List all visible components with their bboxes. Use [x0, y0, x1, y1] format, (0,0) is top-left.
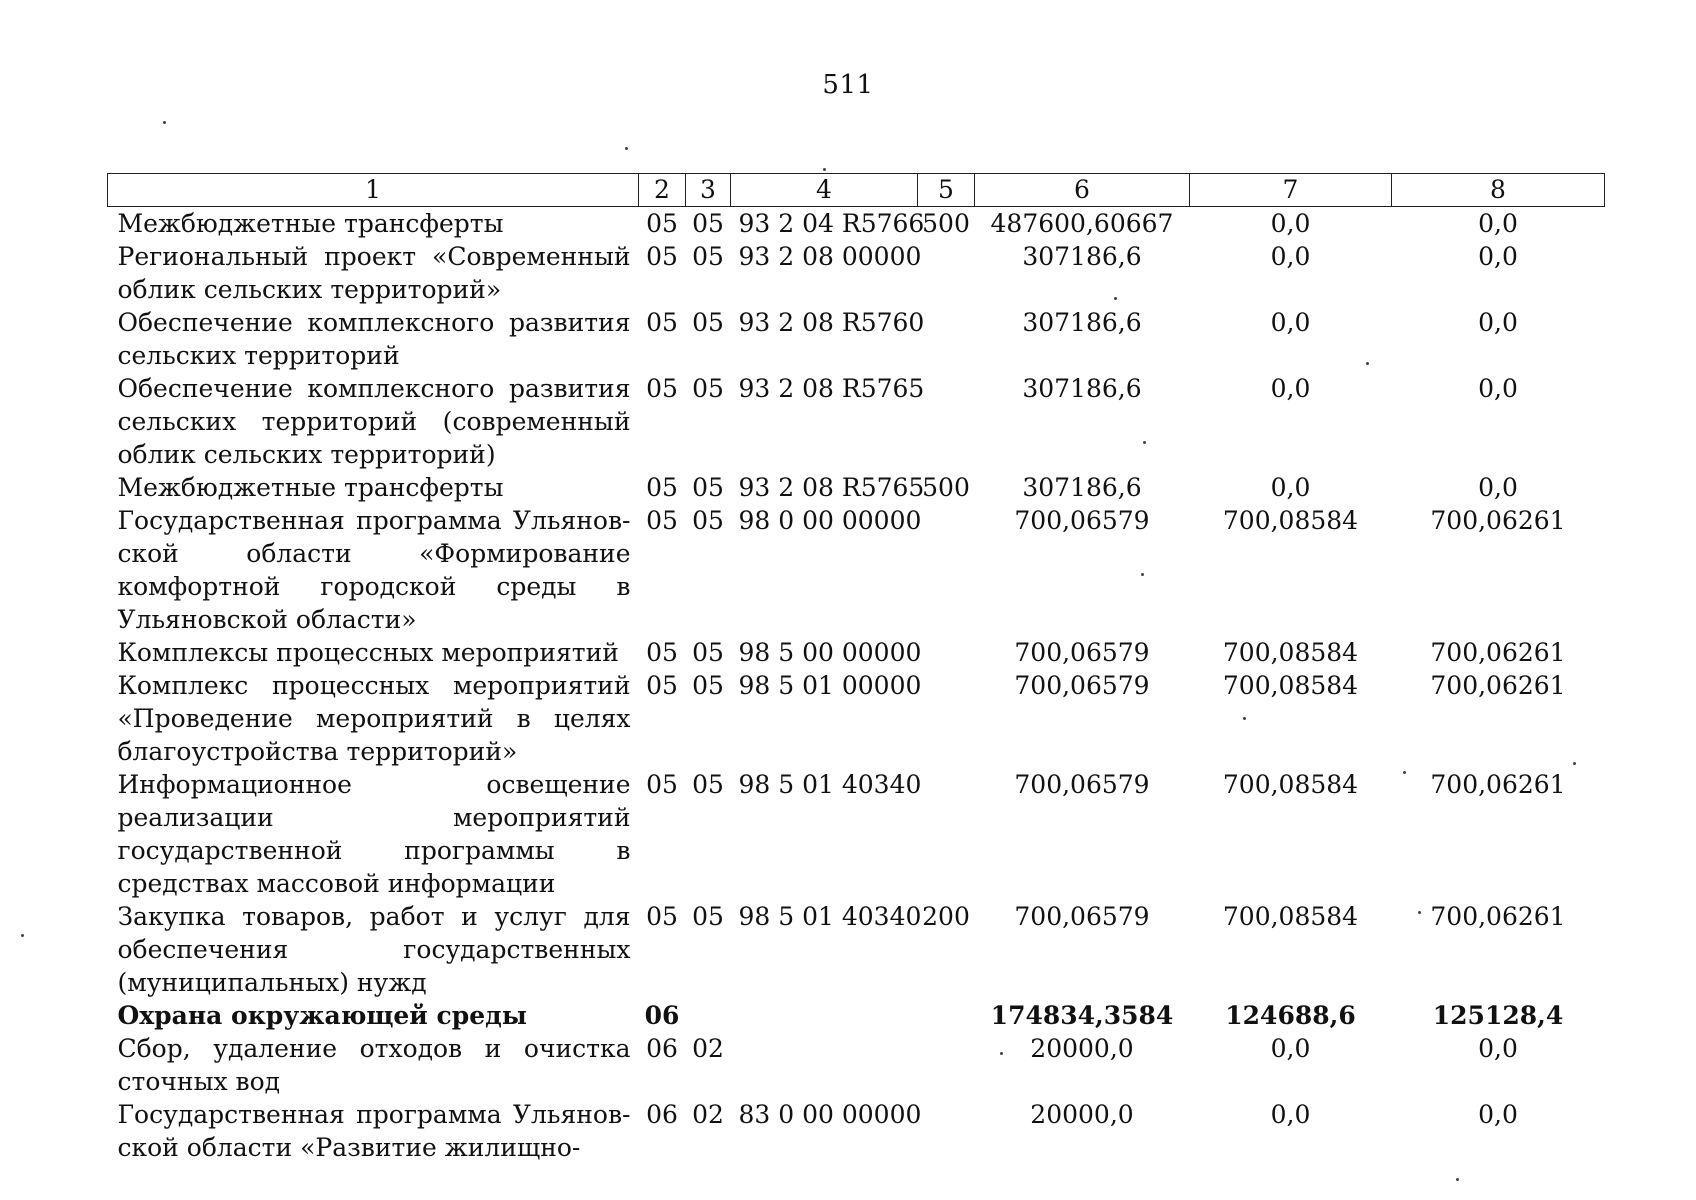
table-row	[108, 504, 1605, 636]
row-subsection: 02	[692, 1034, 724, 1063]
row-target-article: 93 2 08 00000	[738, 242, 922, 271]
row-value-col8: 0,0	[1478, 473, 1518, 502]
row-expense-type	[918, 636, 975, 669]
row-subsection: 05	[692, 209, 724, 238]
row-value-col6: 307186,6	[1022, 308, 1142, 337]
row-section: 06	[646, 1034, 678, 1063]
row-section: 05	[646, 473, 678, 502]
row-value-col8: 0,0	[1478, 242, 1518, 271]
budget-table	[107, 173, 1605, 1164]
column-header-4: 4	[731, 174, 918, 207]
row-value-col8: 700,06261	[1430, 770, 1566, 799]
row-value-col7: 0,0	[1270, 1100, 1311, 1129]
scan-speck	[1403, 771, 1406, 774]
table-row	[108, 471, 1605, 504]
row-section: 06	[644, 1001, 680, 1030]
row-value-col7: 0,0	[1270, 1034, 1311, 1063]
row-value-col8: 0,0	[1478, 209, 1518, 238]
row-value-col7: 700,08584	[1222, 638, 1359, 667]
row-section: 05	[646, 242, 678, 271]
row-value-col6: 307186,6	[1022, 242, 1142, 271]
row-target-article: 93 2 08 R5765	[738, 473, 925, 502]
row-name: Обеспечение комплексного развития сельских территорий (современный облик сельских территорий)	[117, 374, 631, 469]
row-target-article: 98 5 01 40340	[738, 770, 922, 799]
scan-speck	[1114, 297, 1117, 300]
row-value-col6: 20000,0	[1030, 1034, 1134, 1063]
scan-speck	[1000, 1052, 1003, 1055]
row-value-col6: 487600,60667	[990, 209, 1174, 238]
row-value-col8: 0,0	[1478, 374, 1518, 403]
scan-speck	[823, 168, 826, 171]
row-section: 05	[646, 770, 678, 799]
row-target-article: 98 5 00 00000	[738, 638, 922, 667]
row-target-article	[731, 1032, 918, 1098]
row-subsection: 05	[692, 902, 724, 931]
row-expense-type	[918, 306, 975, 372]
column-header-8: 8	[1392, 174, 1605, 207]
table-row-section-total	[108, 999, 1605, 1032]
row-subsection: 05	[692, 671, 724, 700]
row-value-col6: 20000,0	[1030, 1100, 1134, 1129]
scan-speck	[1143, 441, 1146, 444]
table-header-row	[108, 174, 1605, 207]
scan-speck	[21, 934, 24, 937]
table-row	[108, 1098, 1605, 1164]
row-target-article: 93 2 04 R5766	[738, 209, 925, 238]
row-name: Государственная программа Ульяновской области «Формирование комфортной городской среды в Ульяновской области»	[117, 506, 631, 634]
scan-speck	[1141, 573, 1144, 576]
row-value-col7: 124688,6	[1225, 1001, 1356, 1030]
row-name: Межбюджетные трансферты	[117, 209, 504, 238]
row-value-col8: 125128,4	[1432, 1001, 1564, 1030]
row-value-col6: 700,06579	[1014, 638, 1150, 667]
row-value-col6: 174834,3584	[990, 1001, 1174, 1030]
row-value-col8: 700,06261	[1430, 902, 1566, 931]
row-target-article: 83 0 00 00000	[738, 1100, 922, 1129]
row-name: Комплексы процессных мероприятий	[117, 638, 619, 667]
row-value-col8: 700,06261	[1430, 671, 1566, 700]
table-row	[108, 900, 1605, 999]
row-section: 05	[646, 308, 678, 337]
row-subsection: 02	[692, 1100, 724, 1129]
row-value-col7: 700,08584	[1222, 770, 1359, 799]
row-target-article: 98 5 01 40340	[738, 902, 922, 931]
row-value-col8: 700,06261	[1430, 638, 1566, 667]
row-section: 05	[646, 638, 678, 667]
row-value-col8: 700,06261	[1430, 506, 1566, 535]
row-name: Охрана окружающей среды	[117, 1001, 527, 1030]
column-header-2: 2	[639, 174, 686, 207]
row-value-col7: 0,0	[1270, 473, 1311, 502]
row-name: Государственная программа Ульяновской области «Развитие жилищно-	[117, 1100, 631, 1162]
row-section: 06	[646, 1100, 678, 1129]
row-section: 05	[646, 506, 678, 535]
row-subsection: 05	[692, 506, 724, 535]
row-expense-type: 500	[922, 473, 970, 502]
table-row	[108, 240, 1605, 306]
column-header-3: 3	[686, 174, 731, 207]
row-target-article	[731, 999, 918, 1032]
scan-speck	[163, 121, 166, 124]
row-expense-type	[918, 1032, 975, 1098]
row-expense-type	[918, 1098, 975, 1164]
row-value-col7: 0,0	[1270, 308, 1311, 337]
row-expense-type	[918, 504, 975, 636]
page-number: 511	[822, 70, 874, 100]
row-section: 05	[646, 902, 678, 931]
row-subsection: 05	[692, 308, 724, 337]
row-value-col7: 700,08584	[1222, 506, 1359, 535]
row-expense-type	[918, 999, 975, 1032]
row-value-col8: 0,0	[1478, 308, 1518, 337]
row-section: 05	[646, 374, 678, 403]
row-expense-type: 200	[922, 902, 970, 931]
row-name: Информационное освещение реализации мероприятий государственной программы в средствах массовой информации	[117, 770, 631, 898]
row-expense-type: 500	[922, 209, 970, 238]
row-name: Обеспечение комплексного развития сельских территорий	[117, 308, 631, 370]
row-name: Закупка товаров, работ и услуг для обеспечения государственных (муниципальных) нужд	[117, 902, 631, 997]
column-header-5: 5	[918, 174, 975, 207]
row-value-col7: 0,0	[1270, 242, 1311, 271]
row-value-col7: 700,08584	[1222, 902, 1359, 931]
column-header-1: 1	[108, 174, 639, 207]
row-value-col7: 0,0	[1270, 374, 1311, 403]
row-subsection: 05	[692, 770, 724, 799]
scan-speck	[625, 147, 628, 150]
row-expense-type	[918, 372, 975, 471]
row-expense-type	[918, 768, 975, 900]
row-value-col6: 700,06579	[1014, 902, 1150, 931]
row-target-article: 98 0 00 00000	[738, 506, 922, 535]
row-target-article: 93 2 08 R5760	[738, 308, 925, 337]
row-value-col8: 0,0	[1478, 1100, 1518, 1129]
row-value-col8: 0,0	[1478, 1034, 1518, 1063]
row-name: Сбор, удаление отходов и очистка сточных вод	[117, 1034, 631, 1096]
row-value-col6: 307186,6	[1022, 473, 1142, 502]
row-section: 05	[646, 671, 678, 700]
scan-speck	[1418, 911, 1421, 914]
table-body	[108, 207, 1605, 1165]
table-row	[108, 636, 1605, 669]
row-expense-type	[918, 669, 975, 768]
table-row	[108, 669, 1605, 768]
row-target-article: 93 2 08 R5765	[738, 374, 925, 403]
table-row	[108, 768, 1605, 900]
scan-speck	[1366, 362, 1369, 365]
column-header-7: 7	[1190, 174, 1392, 207]
row-value-col7: 0,0	[1270, 209, 1311, 238]
row-subsection	[686, 999, 731, 1032]
row-subsection: 05	[692, 374, 724, 403]
scan-speck	[1456, 1178, 1459, 1181]
table-row	[108, 1032, 1605, 1098]
row-subsection: 05	[692, 473, 724, 502]
table-row	[108, 207, 1605, 241]
row-value-col6: 700,06579	[1014, 770, 1150, 799]
table-row	[108, 372, 1605, 471]
row-value-col6: 700,06579	[1014, 506, 1150, 535]
row-subsection: 05	[692, 242, 724, 271]
table-row	[108, 306, 1605, 372]
row-expense-type	[918, 240, 975, 306]
row-name: Региональный проект «Современный облик сельских территорий»	[117, 242, 631, 304]
row-name: Комплекс процессных мероприятий «Проведение мероприятий в целях благоустройства территорий»	[117, 671, 631, 766]
row-name: Межбюджетные трансферты	[117, 473, 504, 502]
row-value-col6: 700,06579	[1014, 671, 1150, 700]
row-target-article: 98 5 01 00000	[738, 671, 922, 700]
row-subsection: 05	[692, 638, 724, 667]
column-header-6: 6	[975, 174, 1190, 207]
scan-speck	[1573, 762, 1576, 765]
row-section: 05	[646, 209, 678, 238]
row-value-col7: 700,08584	[1222, 671, 1359, 700]
scan-speck	[1243, 717, 1246, 720]
row-value-col6: 307186,6	[1022, 374, 1142, 403]
